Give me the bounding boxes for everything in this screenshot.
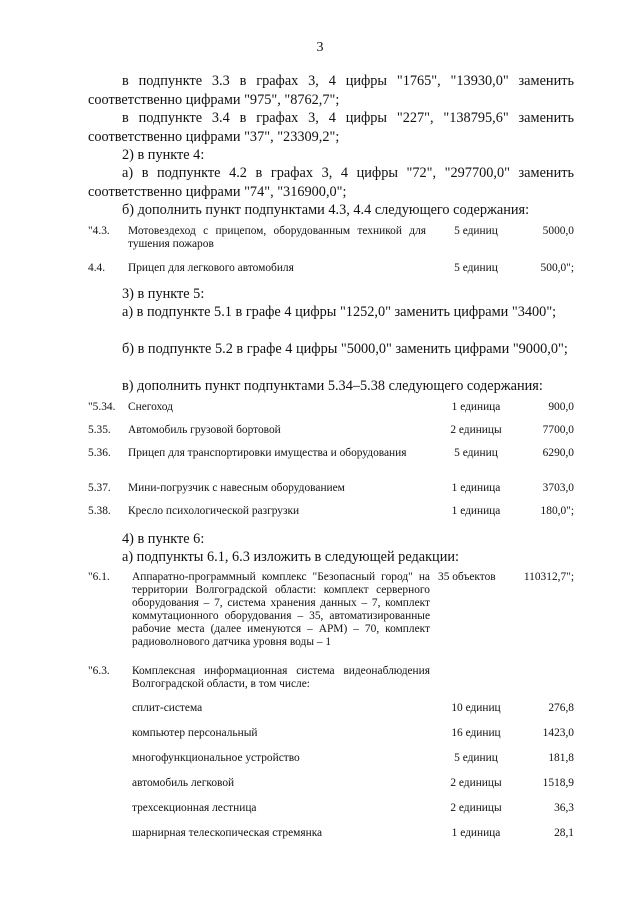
row-number: "4.3. <box>88 225 110 237</box>
row-name: сплит-система <box>132 702 203 714</box>
row-sum: 110312,7"; <box>523 571 574 583</box>
row-sum: 28,1 <box>554 827 574 839</box>
paragraph-item-4: 2) в пункте 4: <box>122 147 205 163</box>
row-number: 5.35. <box>88 424 111 436</box>
row-sum: 500,0"; <box>540 262 574 274</box>
row-name: компьютер персональный <box>132 727 258 739</box>
paragraph-5-1: а) в подпункте 5.1 в графе 4 цифры "1252,0" заменить цифрами "3400"; <box>122 304 557 320</box>
row-sum: 36,3 <box>554 802 574 814</box>
row-name: Мотовездеход с прицепом, оборудованным техникой для тушения пожаров <box>128 225 426 250</box>
row-number: 5.37. <box>88 482 111 494</box>
row-sum: 5000,0 <box>542 225 574 237</box>
row-quantity: 5 единиц <box>454 262 498 274</box>
row-quantity: 35 объектов <box>438 571 496 583</box>
row-number: 5.36. <box>88 447 111 459</box>
paragraph-add-4-3-4-4: б) дополнить пункт подпунктами 4.3, 4.4 следующего содержания: <box>122 202 530 218</box>
row-number: 4.4. <box>88 262 106 274</box>
row-sum: 900,0 <box>548 401 574 413</box>
row-number: "6.1. <box>88 571 110 583</box>
row-quantity: 1 единица <box>451 401 501 413</box>
paragraph-item-6: 4) в пункте 6: <box>122 531 205 547</box>
paragraph-add-5-34-5-38: в) дополнить пункт подпунктами 5.34–5.38 следующего содержания: <box>122 378 543 394</box>
row-quantity: 16 единиц <box>451 727 501 739</box>
row-name: Снегоход <box>128 401 173 413</box>
row-name: Прицеп для легкового автомобиля <box>128 262 294 274</box>
row-sum: 181,8 <box>548 752 574 764</box>
row-name: Аппаратно-программный комплекс "Безопасный город" на территории Волгоградской области: комплект серверного оборудования – 7, система хранения данных – 7, комплект коммутационного оборудования – 35, автоматизированные рабочие места (далее именуются – АРМ) – 70, комплект радиоволнового датчика уровня воды – 1 <box>132 571 430 648</box>
row-number: "5.34. <box>88 401 116 413</box>
row-quantity: 1 единица <box>451 827 501 839</box>
row-quantity: 2 единицы <box>450 424 502 436</box>
paragraph-3-4: в подпункте 3.4 в графах 3, 4 цифры "227", "138795,6" заменить соответственно цифрами "37", "23309,2"; <box>88 110 574 145</box>
page-number: 3 <box>316 40 324 55</box>
row-sum: 6290,0 <box>542 447 574 459</box>
row-quantity: 2 единицы <box>450 777 502 789</box>
row-quantity: 5 единиц <box>454 225 498 237</box>
row-sum: 7700,0 <box>542 424 574 436</box>
paragraph-item-5: 3) в пункте 5: <box>122 286 205 302</box>
row-sum: 1423,0 <box>542 727 574 739</box>
paragraph-5-2: б) в подпункте 5.2 в графе 4 цифры "5000,0" заменить цифрами "9000,0"; <box>122 341 568 357</box>
row-name: трехсекционная лестница <box>132 802 257 814</box>
row-name: Кресло психологической разгрузки <box>128 505 300 517</box>
row-quantity: 1 единица <box>451 482 501 494</box>
paragraph-4-2: а) в подпункте 4.2 в графах 3, 4 цифры "72", "297700,0" заменить соответственно цифрами "74", "316900,0"; <box>88 165 574 200</box>
row-sum: 276,8 <box>548 702 574 714</box>
paragraph-3-3: в подпункте 3.3 в графах 3, 4 цифры "1765", "13930,0" заменить соответственно цифрами "975", "8762,7"; <box>88 73 574 108</box>
row-name: автомобиль легковой <box>132 777 235 789</box>
paragraph-6-1-6-3: а) подпункты 6.1, 6.3 изложить в следующей редакции: <box>122 549 459 565</box>
row-sum: 3703,0 <box>542 482 574 494</box>
row-name: Прицеп для транспортировки имущества и оборудования <box>128 447 407 459</box>
row-number: 5.38. <box>88 505 111 517</box>
row-quantity: 5 единиц <box>454 447 498 459</box>
row-sum: 1518,9 <box>542 777 574 789</box>
row-name: шарнирная телескопическая стремянка <box>132 827 323 839</box>
row-name: Автомобиль грузовой бортовой <box>128 424 281 436</box>
row-quantity: 2 единицы <box>450 802 502 814</box>
row-name: Комплексная информационная система видеонаблюдения Волгоградской области, в том числе: <box>132 665 430 690</box>
row-name: многофункциональное устройство <box>132 752 300 764</box>
row-quantity: 1 единица <box>451 505 501 517</box>
row-quantity: 10 единиц <box>451 702 501 714</box>
row-number: "6.3. <box>88 665 110 677</box>
row-sum: 180,0"; <box>540 505 574 517</box>
row-quantity: 5 единиц <box>454 752 498 764</box>
row-name: Мини-погрузчик с навесным оборудованием <box>128 482 345 494</box>
